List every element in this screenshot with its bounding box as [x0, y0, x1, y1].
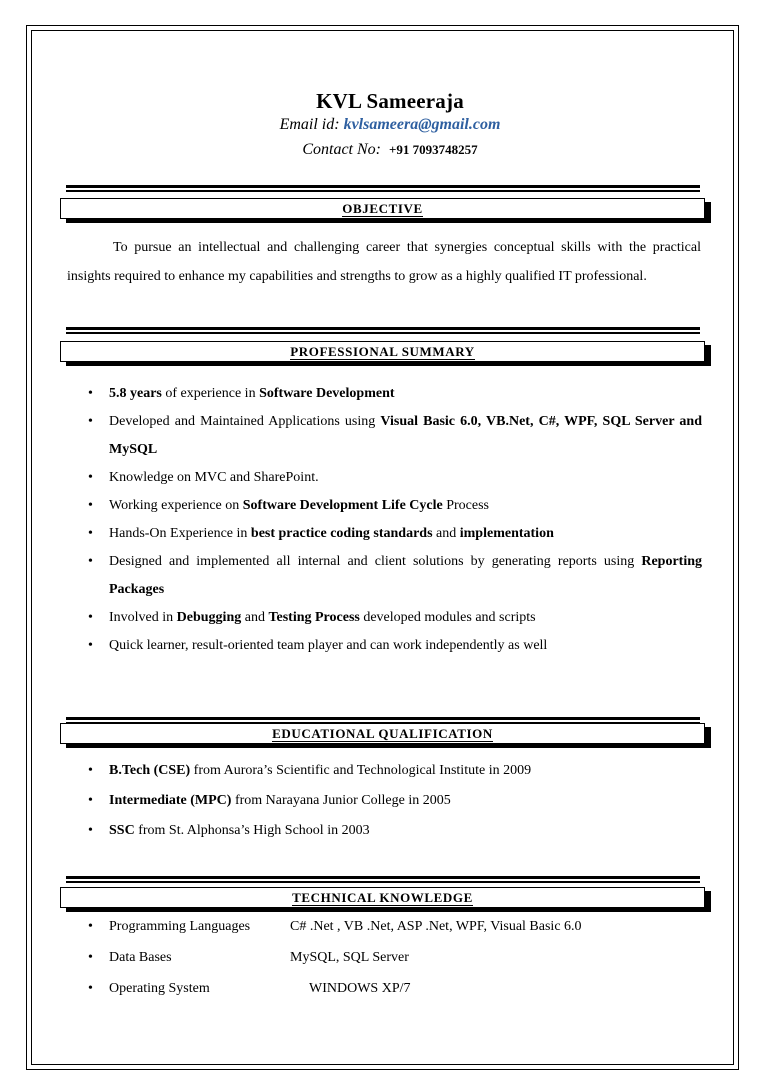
education-list: [80, 756, 702, 846]
list-item-text: and: [432, 526, 460, 541]
tech-key: Operating System: [109, 981, 210, 996]
list-item-text: implementation: [459, 526, 554, 541]
list-item-text: B.Tech (CSE): [109, 763, 191, 778]
divider: [66, 881, 700, 883]
technical-table: [80, 919, 702, 1012]
list-item-text: Quick learner, result-oriented team player and can work independently as well: [109, 638, 548, 653]
list-item-text: Reporting Packages: [109, 554, 702, 597]
list-item-text: Process: [442, 498, 490, 513]
tech-row: [80, 950, 702, 981]
bullet-icon: •: [88, 610, 93, 625]
divider: [66, 185, 700, 188]
bullet-icon: •: [88, 470, 93, 485]
divider: [66, 327, 700, 330]
tech-row: [80, 919, 702, 950]
bullet-icon: •: [88, 526, 93, 541]
bullet-icon: •: [88, 823, 93, 838]
bullet-icon: •: [88, 793, 93, 808]
divider: [66, 717, 700, 720]
section-header-summary: [60, 341, 705, 362]
contact-label: Contact No:: [302, 141, 381, 158]
email-label: Email id:: [279, 116, 340, 133]
bullet-icon: •: [88, 386, 93, 401]
bullet-icon: •: [88, 919, 93, 934]
bullet-icon: •: [88, 554, 93, 569]
tech-key: Programming Languages: [109, 919, 251, 934]
section-title: OBJECTIVE: [342, 201, 423, 216]
section-title: TECHNICAL KNOWLEDGE: [292, 890, 473, 905]
candidate-name: KVL Sameeraja: [316, 89, 464, 113]
list-item: [80, 632, 702, 660]
list-item-text: Debugging: [176, 610, 242, 625]
section-header-education: [60, 723, 705, 744]
contact-number: +91 7093748257: [389, 142, 478, 157]
bullet-icon: •: [88, 981, 93, 996]
list-item-text: and: [241, 610, 269, 625]
summary-list: [80, 380, 702, 660]
tech-row: [80, 981, 702, 1012]
list-item-text: from Aurora’s Scientific and Technological Institute in 2009: [190, 763, 532, 778]
list-item: [80, 408, 702, 464]
tech-key: Data Bases: [109, 950, 172, 965]
list-item-text: of experience in: [161, 386, 260, 401]
list-item-text: SSC: [109, 823, 135, 838]
list-item-text: developed modules and scripts: [359, 610, 536, 625]
email-link[interactable]: kvlsameera@gmail.com: [343, 116, 501, 133]
section-title: EDUCATIONAL QUALIFICATION: [272, 726, 493, 741]
list-item: [80, 548, 702, 604]
bullet-icon: •: [88, 950, 93, 965]
list-item: [80, 520, 702, 548]
list-item-text: best practice coding standards: [250, 526, 433, 541]
list-item-text: from Narayana Junior College in 2005: [231, 793, 451, 808]
email-line: [0, 116, 768, 134]
divider: [66, 332, 700, 334]
list-item: [80, 380, 702, 408]
tech-value: C# .Net , VB .Net, ASP .Net, WPF, Visual Basic 6.0: [290, 919, 582, 934]
list-item: [80, 816, 702, 846]
list-item-text: Involved in: [109, 610, 177, 625]
list-item-text: Hands-On Experience in: [109, 526, 251, 541]
objective-text: To pursue an intellectual and challenging career that synergies conceptual skills with the practical insights required to enhance my capabilities and strengths to grow as a highly qualified IT professional.: [67, 240, 701, 284]
contact-line: [0, 141, 768, 159]
list-item-text: Testing Process: [268, 610, 360, 625]
objective-paragraph: [67, 233, 701, 291]
tech-value: WINDOWS XP/7: [309, 981, 411, 996]
section-header-technical: [60, 887, 705, 908]
list-item-text: Knowledge on MVC and SharePoint.: [109, 470, 319, 485]
list-item: [80, 604, 702, 632]
list-item-text: Developed and Maintained Applications using: [109, 414, 381, 429]
bullet-icon: •: [88, 638, 93, 653]
bullet-icon: •: [88, 763, 93, 778]
list-item-text: Software Development: [259, 386, 395, 401]
list-item-text: Designed and implemented all internal and client solutions by generating reports using: [109, 554, 642, 569]
tech-value: MySQL, SQL Server: [290, 950, 409, 965]
list-item: [80, 464, 702, 492]
section-title: PROFESSIONAL SUMMARY: [290, 344, 475, 359]
bullet-icon: •: [88, 414, 93, 429]
list-item-text: 5.8 years: [109, 386, 162, 401]
list-item: [80, 756, 702, 786]
section-header-objective: [60, 198, 705, 219]
list-item-text: Working experience on: [109, 498, 243, 513]
divider: [66, 876, 700, 879]
list-item: [80, 786, 702, 816]
list-item-text: Software Development Life Cycle: [242, 498, 443, 513]
list-item-text: Intermediate (MPC): [109, 793, 232, 808]
list-item-text: Visual Basic 6.0, VB.Net, C#, WPF, SQL Server and MySQL: [109, 414, 702, 457]
list-item-text: from St. Alphonsa’s High School in 2003: [134, 823, 370, 838]
bullet-icon: •: [88, 498, 93, 513]
divider: [66, 190, 700, 192]
list-item: [80, 492, 702, 520]
